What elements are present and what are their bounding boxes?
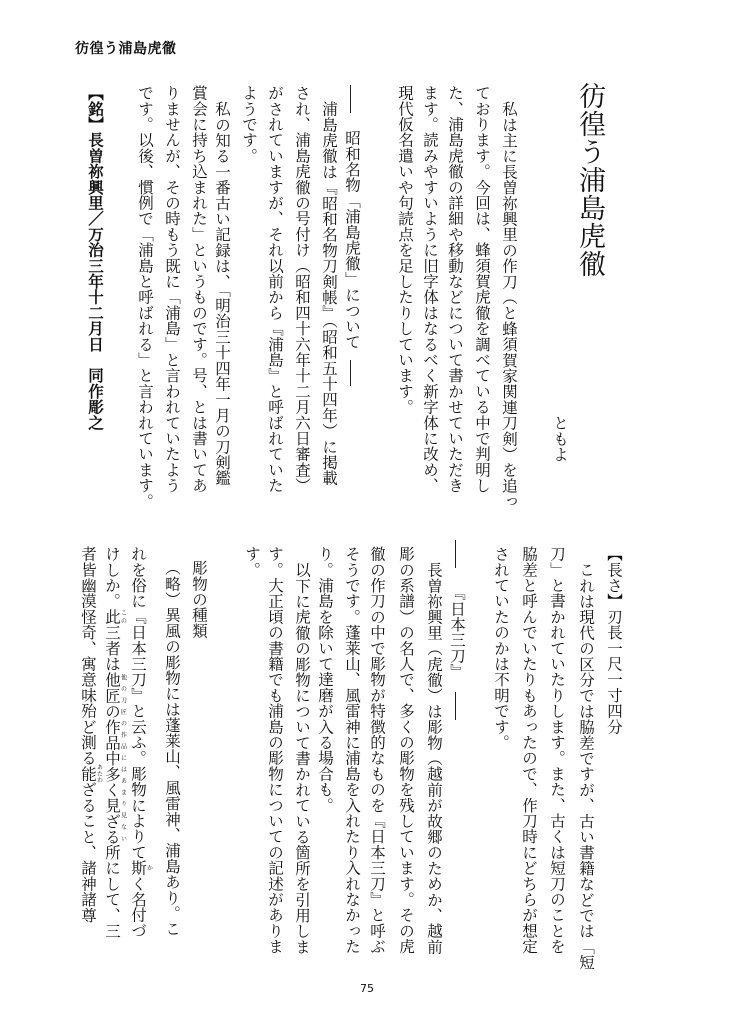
heading-rule <box>455 540 456 568</box>
text-line: 賞会に持ち込まれた」というものです。号、とは書いてあ <box>190 85 208 494</box>
text-line: す。大正頃の書籍でも浦島の彫物についての記述がありま <box>266 546 284 955</box>
ruby-annotation <box>103 608 127 625</box>
text-line: そうです。蓬莱山、風雷神に浦島を入れたり入れなかった <box>343 546 361 955</box>
text-line: ております。今回は、蜂須賀虎徹を調べている中で判明し <box>473 85 491 494</box>
text-line <box>79 546 103 923</box>
text-segment: けしか。 <box>103 546 121 609</box>
text-line: りませんが、その時もう既に「浦島」と言われていたよう <box>163 85 181 494</box>
ruby-text: か <box>145 860 153 876</box>
text-segment: れを俗に『日本三刀』と云ふ。彫物によりて <box>129 546 147 860</box>
text-line <box>129 546 153 939</box>
heading-rule <box>350 360 351 386</box>
ruby-annotation <box>79 764 103 783</box>
text-line: ます。読みやすいように旧字体はなるべく新字体に改め、 <box>421 85 439 494</box>
text-segment: 者皆幽漠怪奇、寓意味殆ど測る <box>79 546 97 766</box>
text-segment: 三者は <box>103 624 121 672</box>
text-line: り。浦島を除いて達磨が入る場合も。 <box>316 546 334 813</box>
heading-rule <box>350 85 351 113</box>
ruby-text: 他の刀匠の作品にはあまり見ない <box>119 671 127 845</box>
text-line: 現代仮名遣いや句読点を足したりしています。 <box>396 85 414 415</box>
text-line: されていたのかは不明です。 <box>492 546 510 751</box>
ruby-base: 斯 <box>129 860 147 876</box>
length-label: 【長さ】刃長一尺一寸四分 <box>605 546 623 735</box>
ruby-annotation <box>103 671 127 845</box>
text-line <box>103 546 127 939</box>
page-number: 75 <box>360 982 374 995</box>
text-line: され、浦島虎徹の号付け（昭和四十六年十二月六日審査） <box>293 85 311 494</box>
text-segment: 所にして、三 <box>103 844 121 939</box>
ruby-text: あたわ <box>95 764 103 783</box>
text-line: 徹の作刀の中で彫物が特徴的なものを『日本三刀』と呼ぶ <box>368 546 386 955</box>
text-line: 私は主に長曽祢興里の作刀（と蜂須賀家関連刀剣）を追っ <box>500 101 518 510</box>
running-header: 彷徨う浦島虎徹 <box>75 41 177 57</box>
signature-mei: 【銘】長曽祢興里／万治三年十二月日 同作彫之 <box>86 85 104 431</box>
text-line: た、浦島虎徹の詳細や移動などについて書かせていただき <box>446 85 464 494</box>
author-name: ともよ <box>551 415 569 463</box>
text-line: 刀」と書かれていたりします。また、古くは短刀のことを <box>548 546 566 955</box>
text-line: す。 <box>243 546 261 578</box>
text-line: 私の知る一番古い記録は、「明治三十四年一月の刀剣鑑 <box>213 101 231 486</box>
ruby-text: この <box>119 608 127 625</box>
text-line: 脇差と呼んでいたりもあったので、作刀時にどちらが想定 <box>520 546 538 955</box>
text-line: 以下に虎徹の彫物について書かれている箇所を引用しま <box>293 562 311 955</box>
text-line: （略）異風の彫物には蓬莱山、風雷神、浦島あり。こ <box>163 560 181 937</box>
text-line: がされていますが、それ以前から『浦島』と呼ばれていた <box>266 85 284 494</box>
text-segment: ざること、諸神諸尊 <box>79 781 97 923</box>
text-line: 長曽祢興里（虎徹）は彫物（越前が故郷のためか、越前 <box>425 562 443 955</box>
ruby-annotation <box>129 860 153 876</box>
text-line: です。以後、慣例で「浦島と呼ばれる」と言われています。 <box>136 85 154 509</box>
text-line: 彫の系譜）の名人で、多くの彫物を残しています。その虎 <box>397 546 415 955</box>
text-segment: く名付づ <box>129 875 147 939</box>
text-line: これは現代の区分では脇差ですが、古い書籍などでは「短 <box>577 562 595 971</box>
quote-heading: 彫物の種類 <box>190 560 208 639</box>
ruby-base: 此 <box>103 608 121 625</box>
heading-rule <box>455 692 456 720</box>
text-line: 浦島虎徹は『昭和名物刀剣帳』（昭和五十四年）に掲載 <box>320 101 338 486</box>
section-heading: 昭和名物「浦島虎徹」について <box>343 130 361 350</box>
section-heading: 『日本三刀』 <box>448 585 466 680</box>
ruby-base: 能 <box>79 764 97 783</box>
article-title: 彷徨う浦島虎徹 <box>574 82 605 278</box>
text-line: ようです。 <box>240 85 258 164</box>
ruby-base: 他匠の作品中多く見ざる <box>103 671 121 845</box>
